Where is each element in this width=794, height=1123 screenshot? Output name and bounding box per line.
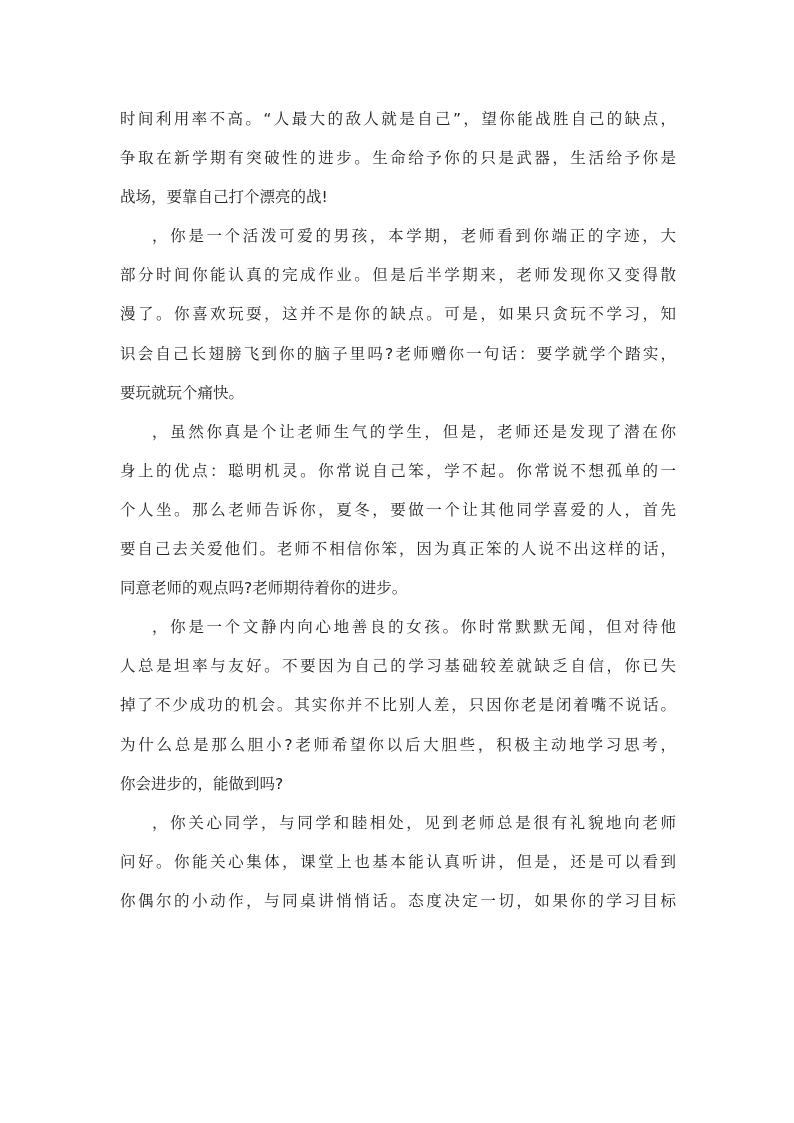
paragraph-3-line-5: 同意老师的观点吗?老师期待着你的进步。 [120,579,408,598]
paragraph-3-line-2: 身上的优点：聪明机灵。你常说自己笨，学不起。你常说不想孤单的一 [120,461,676,480]
paragraph-5-line-3: 你偶尔的小动作，与同桌讲悄悄话。态度决定一切，如果你的学习目标 [120,891,676,910]
paragraph-2-line-1: ，你是一个活泼可爱的男孩，本学期，老师看到你端正的字迹，大 [152,227,676,246]
paragraph-3-line-4: 要自己去关爱他们。老师不相信你笨，因为真正笨的人说不出这样的话， [120,540,676,559]
paragraph-2-line-3: 漫了。你喜欢玩耍，这并不是你的缺点。可是，如果只贪玩不学习，知 [120,305,676,324]
paragraph-2-line-2: 部分时间你能认真的完成作业。但是后半学期来，老师发现你又变得散 [120,266,676,285]
paragraph-4-line-4: 为什么总是那么胆小?老师希望你以后大胆些，积极主动地学习思考， [120,735,676,754]
paragraph-4-line-2: 人总是坦率与友好。不要因为自己的学习基础较差就缺乏自信，你已失 [120,657,676,676]
paragraph-3-line-3: 个人坐。那么老师告诉你，夏冬，要做一个让其他同学喜爱的人，首先 [120,500,676,519]
paragraph-5-line-2: 问好。你能关心集体，课堂上也基本能认真听讲，但是，还是可以看到 [120,852,676,871]
paragraph-3-line-1: ，虽然你真是个让老师生气的学生，但是，老师还是发现了潜在你 [152,422,676,441]
paragraph-4-line-1: ，你是一个文静内向心地善良的女孩。你时常默默无闻，但对待他 [152,618,676,637]
paragraph-1-line-3: 战场，要靠自己打个漂亮的战! [120,188,328,207]
document-body [120,100,676,921]
paragraph-4-line-5: 你会进步的，能做到吗? [120,774,284,793]
paragraph-5-line-1: ，你关心同学，与同学和睦相处，见到老师总是很有礼貌地向老师 [152,813,676,832]
paragraph-4-line-3: 掉了不少成功的机会。其实你并不比别人差，只因你老是闭着嘴不说话。 [120,696,676,715]
paragraph-1-line-1: 时间利用率不高。“人最大的敌人就是自己”，望你能战胜自己的缺点， [120,110,676,128]
paragraph-1-line-2: 争取在新学期有突破性的进步。生命给予你的只是武器，生活给予你是 [120,149,676,168]
paragraph-2-line-5: 要玩就玩个痛快。 [120,383,245,402]
paragraph-2-line-4: 识会自己长翅膀飞到你的脑子里吗?老师赠你一句话：要学就学个踏实， [120,344,676,363]
